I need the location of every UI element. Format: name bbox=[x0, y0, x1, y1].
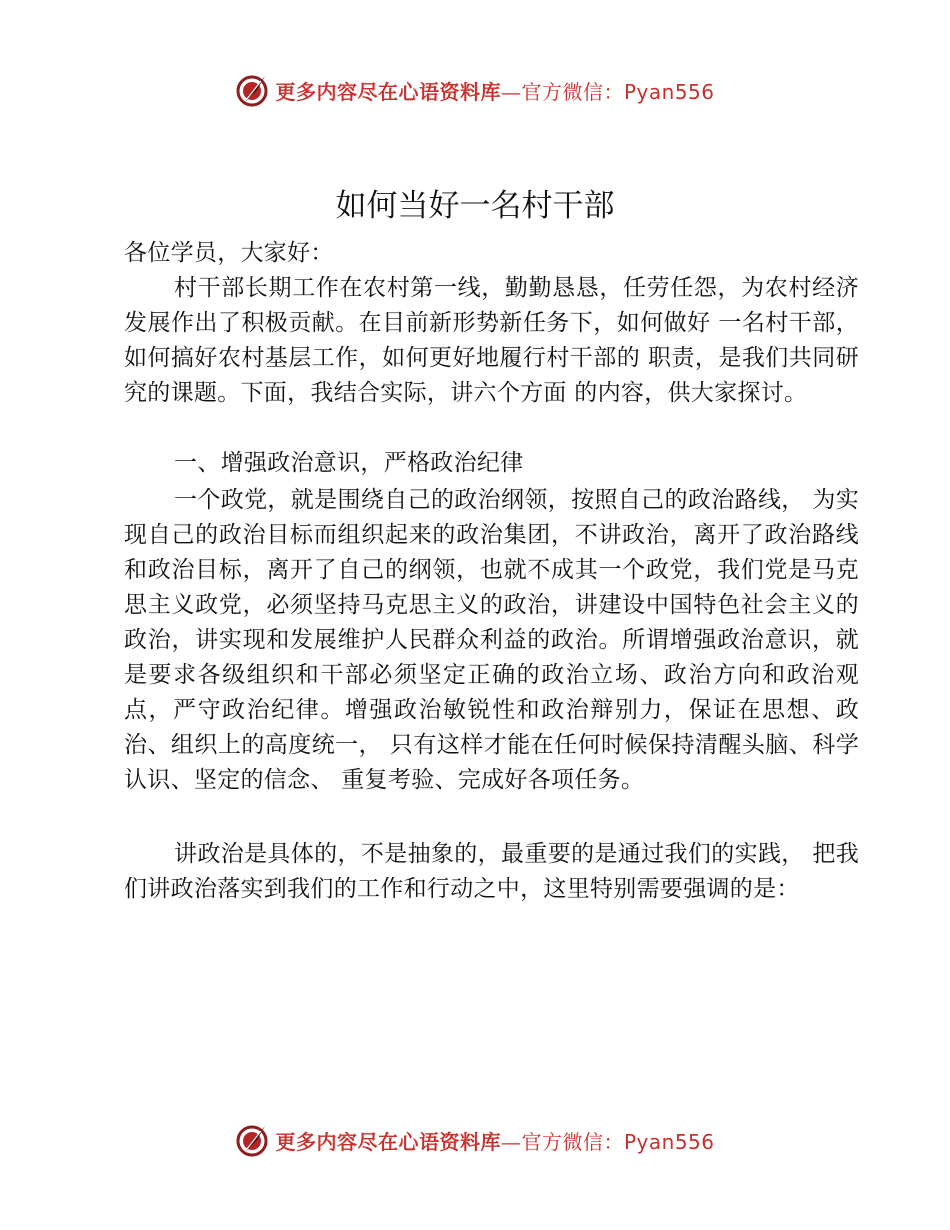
footer-watermark-banner bbox=[0, 1118, 950, 1162]
salutation: 各位学员，大家好： bbox=[124, 240, 334, 266]
document-title: 如何当好一名村干部 bbox=[335, 188, 615, 224]
watermark-lead: 更多内容尽在心语资料库 bbox=[275, 1129, 501, 1154]
watermark-wechat-id: Pyan556 bbox=[623, 79, 715, 104]
section-heading-1: 一、增强政治意识，严格政治纪律 bbox=[174, 450, 524, 476]
paragraph-political-party: 一个政党，就是围绕自己的政治纲领，按照自己的政治路线， 为实现自己的政治目标而组织起来的政治集团，不讲政治，离开了政治路线和政治目标，离开了自己的纲领，也就不成其一个政党，我们党是马克思主义政党，必须坚持马克思主义的政治，讲建设中国特色社会主义的政治，讲实现和发展维护人民群众利益的政治。所谓增强政治意识，就是要求各级组织和干部必须坚定正确的政治立场、政治方向和政治观点，严守政治纪律。增强政治敏锐性和政治辩别力，保证在思想、政治、组织上的高度统一， 只有这样才能在任何时候保持清醒头脑、科学认识、坚定的信念、 重复考验、完成好各项任务。 bbox=[124, 487, 859, 793]
header-watermark-banner bbox=[0, 68, 950, 112]
paragraph-intro: 村干部长期工作在农村第一线，勤勤恳恳，任劳任怨，为农村经济发展作出了积极贡献。在目前新形势新任务下，如何做好 一名村干部，如何搞好农村基层工作，如何更好地履行村干部的 职责，是我们共同研究的课题。下面，我结合实际，讲六个方面 的内容，供大家探讨。 bbox=[124, 275, 859, 406]
quill-logo-icon bbox=[235, 1122, 271, 1158]
watermark-lead: 更多内容尽在心语资料库 bbox=[275, 79, 501, 104]
watermark-text bbox=[275, 1126, 714, 1155]
watermark-official-label: 官方微信： bbox=[521, 79, 624, 104]
watermark-dash: — bbox=[500, 1129, 522, 1154]
quill-logo-icon bbox=[235, 72, 271, 108]
paragraph-practice: 讲政治是具体的，不是抽象的，最重要的是通过我们的实践， 把我们讲政治落实到我们的工作和行动之中，这里特别需要强调的是： bbox=[124, 841, 859, 902]
watermark-text bbox=[275, 76, 714, 105]
watermark-official-label: 官方微信： bbox=[521, 1129, 624, 1154]
watermark-wechat-id: Pyan556 bbox=[623, 1129, 715, 1154]
watermark-dash: — bbox=[500, 79, 522, 104]
